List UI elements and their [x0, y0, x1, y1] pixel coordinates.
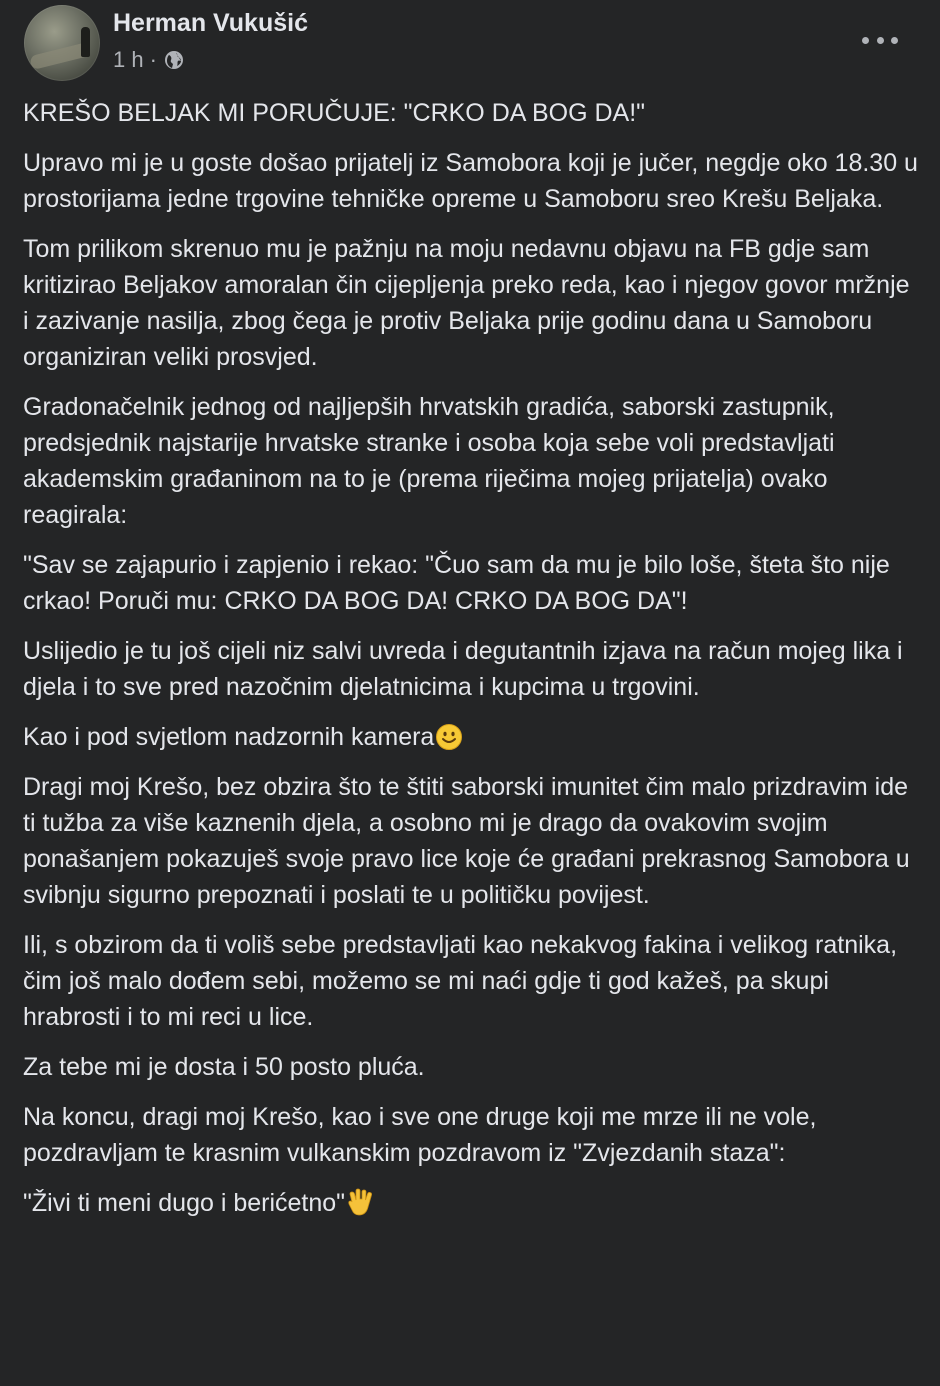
vulcan-salute-emoji-icon [346, 1188, 376, 1218]
paragraph-7-text: Kao i pod svjetlom nadzornih kamera [23, 723, 435, 751]
post-meta [113, 47, 185, 73]
globe-icon[interactable] [163, 49, 185, 71]
avatar[interactable] [24, 5, 100, 81]
paragraph-9: Ili, s obzirom da ti voliš sebe predstavljati kao nekakvog fakina i velikog ratnika, čim još malo dođem sebi, možemo se mi naći gdje ti god kažeš, pa skupi hrabrosti i to mi reci u lice. [23, 931, 898, 1031]
paragraph-10: Za tebe mi je dosta i 50 posto pluća. [23, 1053, 425, 1081]
more-options-icon[interactable] [862, 28, 898, 52]
post-header [0, 0, 940, 90]
paragraph-5: "Sav se zajapurio i zapjenio i rekao: "Čuo sam da mu je bilo loše, šteta što nije crkao! Poruči mu: CRKO DA BOG DA! CRKO DA BOG DA"! [23, 551, 890, 615]
post-time[interactable]: 1 h [113, 47, 144, 72]
paragraph-11: Na koncu, dragi moj Krešo, kao i sve one druge koji me mrze ili ne vole, pozdravljam te krasnim vulkanskim pozdravom iz "Zvjezdanih staza": [23, 1103, 817, 1167]
paragraph-6: Uslijedio je tu još cijeli niz salvi uvreda i degutantnih izjava na račun mojeg lika i djela i to sve pred nazočnim djelatnicima i kupcima u trgovini. [23, 637, 903, 701]
smile-emoji-icon [435, 723, 463, 751]
post-text [23, 95, 918, 1235]
paragraph-12 [23, 1185, 918, 1221]
avatar-photo-figure [81, 27, 90, 57]
meta-separator: · [149, 47, 157, 72]
paragraph-2: Upravo mi je u goste došao prijatelj iz Samobora koji je jučer, negdje oko 18.30 u prostorijama jedne trgovine tehničke opreme u Samoboru sreo Krešu Beljaka. [23, 149, 918, 213]
paragraph-1: KREŠO BELJAK MI PORUČUJE: "CRKO DA BOG DA!" [23, 99, 646, 127]
paragraph-7 [23, 719, 918, 755]
paragraph-3: Tom prilikom skrenuo mu je pažnju na moju nedavnu objavu na FB gdje sam kritizirao Beljakov amoralan čin cijepljenja preko reda, kao i njegov govor mržnje i zazivanje nasilja, zbog čega je protiv Beljaka prije godinu dana u Samoboru organiziran veliki prosvjed. [23, 235, 910, 371]
paragraph-8: Dragi moj Krešo, bez obzira što te štiti saborski imunitet čim malo prizdravim ide ti tužba za više kaznenih djela, a osobno mi je drago da ovakovim svojim ponašanjem pokazuješ svoje pravo lice koje će građani prekrasnog Samobora u svibnju sigurno prepoznati i poslati te u političku povijest. [23, 773, 910, 909]
author-name[interactable]: Herman Vukušić [113, 9, 308, 37]
paragraph-4: Gradonačelnik jednog od najljepših hrvatskih gradića, saborski zastupnik, predsjednik najstarije hrvatske stranke i osoba koja sebe voli predstavljati akademskim građaninom na to je (prema riječima mojeg prijatelja) ovako reagirala: [23, 393, 835, 529]
paragraph-12-text: "Živi ti meni dugo i berićetno" [23, 1189, 346, 1217]
